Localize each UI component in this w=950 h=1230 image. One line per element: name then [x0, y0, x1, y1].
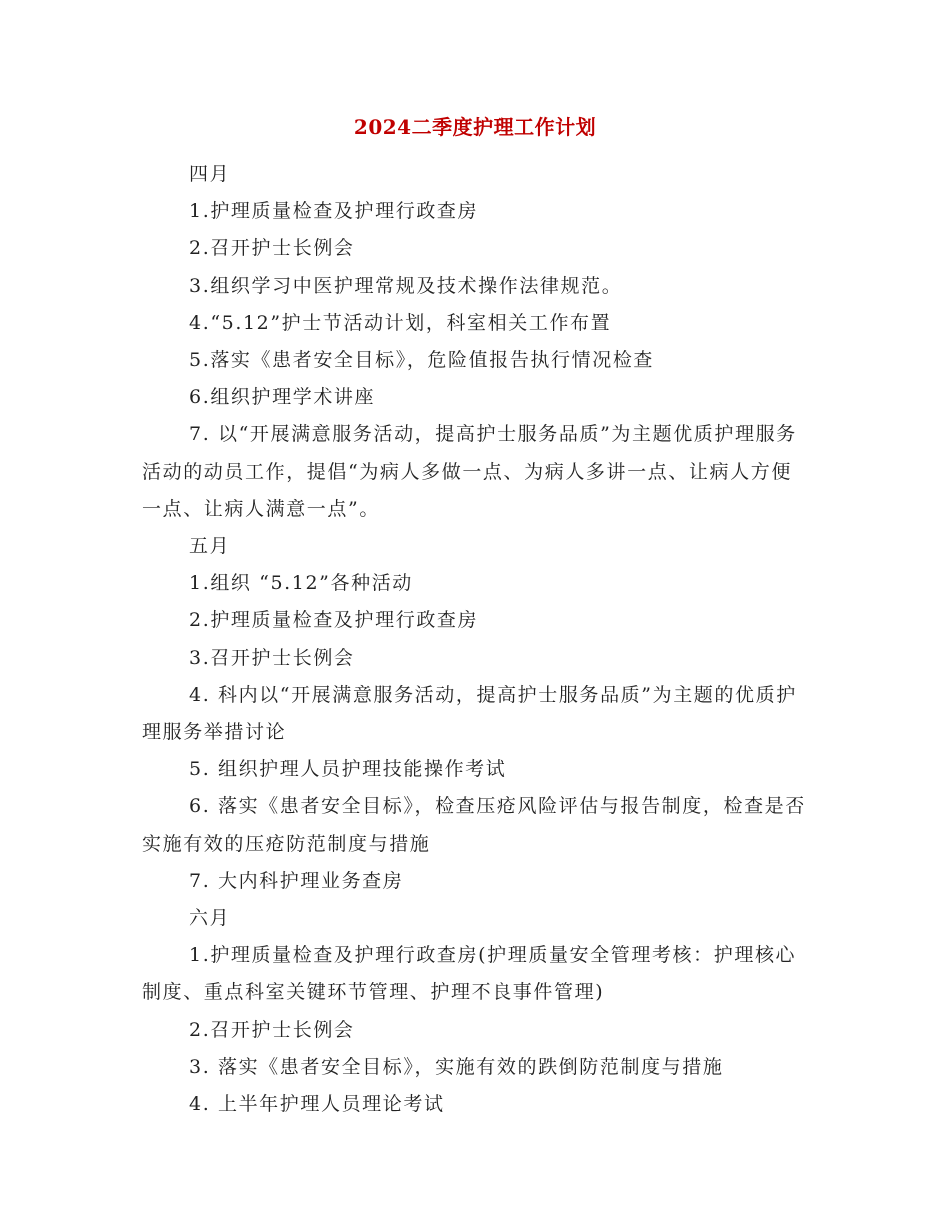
list-item: 4.“5.12”护士节活动计划，科室相关工作布置 [189, 311, 612, 334]
list-item: 1.护理质量检查及护理行政查房 [189, 200, 479, 223]
list-item: 2.护理质量检查及护理行政查房 [189, 609, 479, 632]
list-item: 2.召开护士长例会 [189, 1018, 355, 1041]
list-item: 4. 上半年护理人员理论考试 [189, 1093, 445, 1116]
list-item: 4. 科内以“开展满意服务活动，提高护士服务品质”为主题的优质护理服务举措讨论 [142, 683, 797, 744]
list-item: 7. 大内科护理业务查房 [189, 869, 404, 892]
list-item: 5. 组织护理人员护理技能操作考试 [189, 758, 507, 781]
section-heading-april: 四月 [189, 163, 231, 185]
list-item: 3. 落实《患者安全目标》，实施有效的跌倒防范制度与措施 [189, 1055, 724, 1078]
list-item: 1.组织 “5.12”各种活动 [189, 572, 413, 595]
list-item: 3.召开护士长例会 [189, 646, 355, 669]
list-item: 5.落实《患者安全目标》，危险值报告执行情况检查 [189, 349, 655, 372]
list-item: 7. 以“开展满意服务活动，提高护士服务品质”为主题优质护理服务活动的动员工作，提倡“为病人多做一点、为病人多讲一点、让病人方便一点、让病人满意一点”。 [142, 423, 797, 520]
document-title: 2024二季度护理工作计划 [353, 115, 597, 139]
section-heading-may: 五月 [189, 535, 231, 558]
list-item: 2.召开护士长例会 [189, 237, 355, 260]
section-heading-june: 六月 [189, 907, 231, 930]
list-item: 6. 落实《患者安全目标》，检查压疮风险评估与报告制度，检查是否实施有效的压疮防范制度与措施 [142, 795, 806, 855]
list-item: 3.组织学习中医护理常规及技术操作法律规范。 [189, 274, 623, 297]
list-item: 1.护理质量检查及护理行政查房(护理质量安全管理考核：护理核心制度、重点科室关键环节管理、护理不良事件管理) [142, 944, 797, 1004]
list-item: 6.组织护理学术讲座 [189, 386, 376, 409]
